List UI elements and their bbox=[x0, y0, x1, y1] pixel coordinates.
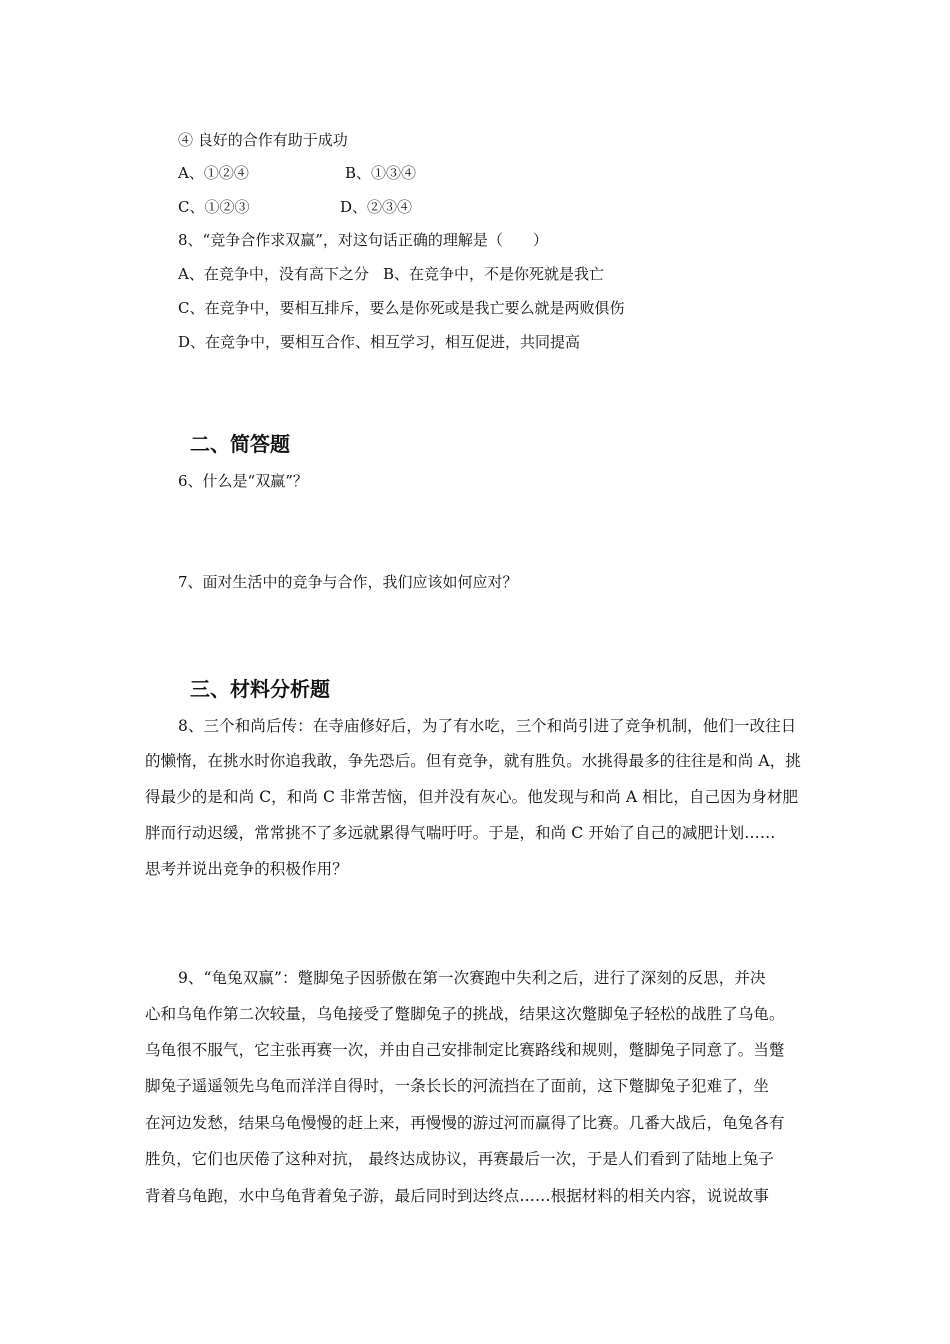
material-q8-line: 得最少的是和尚 C，和尚 C 非常苦恼，但并没有灰心。他发现与和尚 A 相比，自己因为身材肥 bbox=[145, 788, 799, 806]
short-answer-q6: 6、什么是“双赢”？ bbox=[178, 472, 308, 490]
q7-choice-c: C、①②③ bbox=[178, 198, 250, 216]
material-q8-line: 思考并说出竞争的积极作用？ bbox=[145, 860, 348, 878]
section-2-title: 二、简答题 bbox=[190, 432, 290, 456]
material-q9-line: 乌龟很不服气，它主张再赛一次，并由自己安排制定比赛路线和规则，蹩脚兔子同意了。当蹩 bbox=[145, 1041, 785, 1059]
q8-choice-row-ab bbox=[178, 264, 698, 284]
q7-choice-d: D、②③④ bbox=[340, 198, 413, 216]
short-answer-q7: 7、面对生活中的竞争与合作，我们应该如何应对？ bbox=[178, 573, 518, 591]
q8-choice-c: C、在竞争中，要相互排斥，要么是你死或是我亡要么就是两败俱伤 bbox=[178, 299, 625, 317]
material-q9-line: 在河边发愁，结果乌龟慢慢的赶上来，再慢慢的游过河而赢得了比赛。几番大战后，龟兔各有 bbox=[145, 1114, 785, 1132]
material-q9-line: 胜负，它们也厌倦了这种对抗， 最终达成协议，再赛最后一次，于是人们看到了陆地上兔子 bbox=[145, 1150, 775, 1168]
material-q9-line: 脚兔子遥遥领先乌龟而洋洋自得时，一条长长的河流挡在了面前，这下蹩脚兔子犯难了，坐 bbox=[145, 1077, 770, 1095]
q7-choice-row-1 bbox=[178, 163, 578, 183]
material-q8-line: 8、三个和尚后传：在寺庙修好后，为了有水吃，三个和尚引进了竞争机制，他们一改往日 bbox=[178, 717, 797, 735]
q7-option-4: ④ 良好的合作有助于成功 bbox=[178, 131, 348, 149]
q8-stem: 8、“竞争合作求双赢”，对这句话正确的理解是（ ） bbox=[178, 231, 548, 249]
q8-choice-d: D、在竞争中，要相互合作、相互学习，相互促进，共同提高 bbox=[178, 333, 581, 351]
material-q9-line: 背着乌龟跑，水中乌龟背着兔子游，最后同时到达终点……根据材料的相关内容，说说故事 bbox=[145, 1187, 770, 1205]
q7-choice-b: B、①③④ bbox=[345, 164, 417, 182]
material-q9-line: 9、“龟兔双赢”：蹩脚兔子因骄傲在第一次赛跑中失利之后，进行了深刻的反思，并决 bbox=[178, 969, 766, 987]
material-q9-line: 心和乌龟作第二次较量，乌龟接受了蹩脚兔子的挑战，结果这次蹩脚兔子轻松的战胜了乌龟。 bbox=[145, 1005, 785, 1023]
material-q8-line: 胖而行动迟缓，常常挑不了多远就累得气喘吁吁。于是，和尚 C 开始了自己的减肥计划…… bbox=[145, 824, 776, 842]
section-3-title: 三、材料分析题 bbox=[190, 677, 330, 701]
q7-choice-a: A、①②④ bbox=[178, 164, 249, 182]
material-q8-line: 的懒惰，在挑水时你追我敢，争先恐后。但有竞争，就有胜负。水挑得最多的往往是和尚 A，挑 bbox=[145, 752, 801, 770]
q8-choice-b: B、在竞争中，不是你死就是我亡 bbox=[383, 265, 605, 283]
q8-choice-a: A、在竞争中，没有高下之分 bbox=[178, 265, 369, 283]
q7-choice-row-2 bbox=[178, 197, 578, 217]
